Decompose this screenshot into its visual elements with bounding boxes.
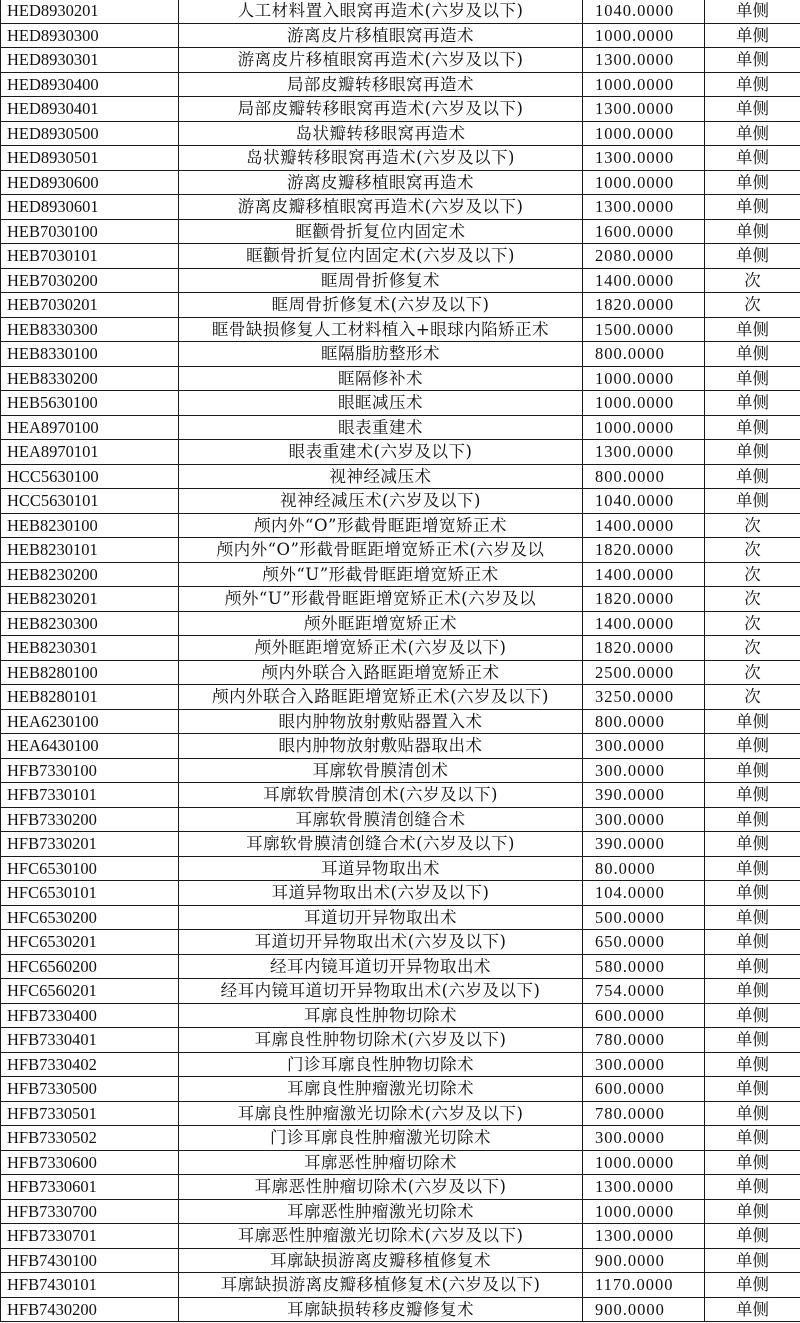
item-unit-cell: 单侧 bbox=[705, 1175, 800, 1200]
item-unit-cell: 单侧 bbox=[705, 72, 800, 97]
item-name-cell: 耳道切开异物取出术 bbox=[179, 905, 583, 930]
item-code-cell: HFB7330700 bbox=[1, 1199, 179, 1224]
table-row bbox=[1, 562, 800, 587]
table-row bbox=[1, 1150, 800, 1175]
item-price-cell: 780.0000 bbox=[583, 1101, 705, 1126]
item-unit-cell: 单侧 bbox=[705, 489, 800, 514]
item-unit-cell: 单侧 bbox=[705, 905, 800, 930]
item-price-cell: 2080.0000 bbox=[583, 244, 705, 269]
item-name-cell: 眶骨缺损修复人工材料植入+眼球内陷矫正术 bbox=[179, 317, 583, 342]
item-code-cell: HED8930301 bbox=[1, 48, 179, 73]
item-price-cell: 1300.0000 bbox=[583, 97, 705, 122]
item-code-cell: HFB7330500 bbox=[1, 1077, 179, 1102]
item-code-cell: HEB7030101 bbox=[1, 244, 179, 269]
table-row bbox=[1, 685, 800, 710]
item-unit-cell: 单侧 bbox=[705, 170, 800, 195]
item-price-cell: 1000.0000 bbox=[583, 121, 705, 146]
item-unit-cell: 单侧 bbox=[705, 856, 800, 881]
table-row bbox=[1, 1126, 800, 1151]
item-name-cell: 耳道异物取出术(六岁及以下) bbox=[179, 881, 583, 906]
item-unit-cell: 单侧 bbox=[705, 244, 800, 269]
item-name-cell: 游离皮瓣移植眼窝再造术(六岁及以下) bbox=[179, 195, 583, 220]
table-row bbox=[1, 244, 800, 269]
item-unit-cell: 单侧 bbox=[705, 1224, 800, 1249]
item-unit-cell: 单侧 bbox=[705, 783, 800, 808]
item-code-cell: HED8930401 bbox=[1, 97, 179, 122]
table-row bbox=[1, 464, 800, 489]
item-name-cell: 人工材料置入眼窝再造术(六岁及以下) bbox=[179, 0, 583, 23]
table-row bbox=[1, 268, 800, 293]
item-name-cell: 岛状瓣转移眼窝再造术(六岁及以下) bbox=[179, 146, 583, 171]
item-code-cell: HEB8230201 bbox=[1, 587, 179, 612]
item-price-cell: 300.0000 bbox=[583, 807, 705, 832]
item-unit-cell: 单侧 bbox=[705, 832, 800, 857]
item-name-cell: 耳廓缺损游离皮瓣移植修复术 bbox=[179, 1248, 583, 1273]
item-price-cell: 600.0000 bbox=[583, 1003, 705, 1028]
item-name-cell: 游离皮瓣移植眼窝再造术 bbox=[179, 170, 583, 195]
item-unit-cell: 单侧 bbox=[705, 954, 800, 979]
item-price-cell: 300.0000 bbox=[583, 734, 705, 759]
table-row bbox=[1, 0, 800, 23]
item-unit-cell: 单侧 bbox=[705, 1199, 800, 1224]
item-price-cell: 580.0000 bbox=[583, 954, 705, 979]
item-price-cell: 1040.0000 bbox=[583, 0, 705, 23]
table-row bbox=[1, 1248, 800, 1273]
item-code-cell: HEB8280101 bbox=[1, 685, 179, 710]
item-unit-cell: 单侧 bbox=[705, 195, 800, 220]
table-row bbox=[1, 587, 800, 612]
item-code-cell: HFC6560200 bbox=[1, 954, 179, 979]
item-unit-cell: 单侧 bbox=[705, 121, 800, 146]
item-price-cell: 1000.0000 bbox=[583, 170, 705, 195]
item-price-cell: 1300.0000 bbox=[583, 1224, 705, 1249]
item-name-cell: 门诊耳廓良性肿物切除术 bbox=[179, 1052, 583, 1077]
item-code-cell: HEA6430100 bbox=[1, 734, 179, 759]
item-unit-cell: 单侧 bbox=[705, 317, 800, 342]
item-price-cell: 900.0000 bbox=[583, 1297, 705, 1322]
table-row bbox=[1, 709, 800, 734]
item-code-cell: HFB7330101 bbox=[1, 783, 179, 808]
item-code-cell: HFB7330400 bbox=[1, 1003, 179, 1028]
table-row bbox=[1, 317, 800, 342]
item-name-cell: 岛状瓣转移眼窝再造术 bbox=[179, 121, 583, 146]
table-row bbox=[1, 1199, 800, 1224]
item-code-cell: HCC5630100 bbox=[1, 464, 179, 489]
item-price-cell: 754.0000 bbox=[583, 979, 705, 1004]
item-unit-cell: 单侧 bbox=[705, 1101, 800, 1126]
table-row bbox=[1, 219, 800, 244]
item-name-cell: 眼内肿物放射敷贴器取出术 bbox=[179, 734, 583, 759]
table-row bbox=[1, 905, 800, 930]
item-code-cell: HEB5630100 bbox=[1, 391, 179, 416]
table-row bbox=[1, 856, 800, 881]
item-price-cell: 300.0000 bbox=[583, 1052, 705, 1077]
item-code-cell: HCC5630101 bbox=[1, 489, 179, 514]
table-row bbox=[1, 342, 800, 367]
item-price-cell: 1300.0000 bbox=[583, 146, 705, 171]
item-code-cell: HED8930500 bbox=[1, 121, 179, 146]
item-price-cell: 1500.0000 bbox=[583, 317, 705, 342]
item-name-cell: 耳廓良性肿物切除术(六岁及以下) bbox=[179, 1028, 583, 1053]
item-price-cell: 2500.0000 bbox=[583, 660, 705, 685]
item-code-cell: HFC6530100 bbox=[1, 856, 179, 881]
table-row bbox=[1, 1297, 800, 1322]
item-unit-cell: 次 bbox=[705, 513, 800, 538]
item-unit-cell: 单侧 bbox=[705, 1273, 800, 1298]
item-code-cell: HFC6530200 bbox=[1, 905, 179, 930]
item-name-cell: 颅内外“O”形截骨眶距增宽矫正术(六岁及以 bbox=[179, 538, 583, 563]
table-row bbox=[1, 440, 800, 465]
item-price-cell: 1400.0000 bbox=[583, 513, 705, 538]
item-name-cell: 耳廓恶性肿瘤激光切除术(六岁及以下) bbox=[179, 1224, 583, 1249]
table-row bbox=[1, 489, 800, 514]
item-name-cell: 耳道切开异物取出术(六岁及以下) bbox=[179, 930, 583, 955]
item-code-cell: HED8930400 bbox=[1, 72, 179, 97]
table-row bbox=[1, 293, 800, 318]
item-price-cell: 3250.0000 bbox=[583, 685, 705, 710]
item-code-cell: HFB7430100 bbox=[1, 1248, 179, 1273]
item-code-cell: HFB7330701 bbox=[1, 1224, 179, 1249]
item-price-cell: 1400.0000 bbox=[583, 611, 705, 636]
item-code-cell: HFB7430200 bbox=[1, 1297, 179, 1322]
table-row bbox=[1, 538, 800, 563]
item-unit-cell: 单侧 bbox=[705, 415, 800, 440]
item-price-cell: 800.0000 bbox=[583, 342, 705, 367]
table-row bbox=[1, 1028, 800, 1053]
item-unit-cell: 单侧 bbox=[705, 146, 800, 171]
item-price-cell: 780.0000 bbox=[583, 1028, 705, 1053]
item-code-cell: HFB7330501 bbox=[1, 1101, 179, 1126]
item-price-cell: 1000.0000 bbox=[583, 1199, 705, 1224]
item-unit-cell: 单侧 bbox=[705, 342, 800, 367]
item-unit-cell: 次 bbox=[705, 611, 800, 636]
item-name-cell: 颅内外联合入路眶距增宽矫正术(六岁及以下) bbox=[179, 685, 583, 710]
item-unit-cell: 单侧 bbox=[705, 1126, 800, 1151]
item-name-cell: 耳廓恶性肿瘤切除术 bbox=[179, 1150, 583, 1175]
item-unit-cell: 单侧 bbox=[705, 807, 800, 832]
table-row bbox=[1, 121, 800, 146]
item-code-cell: HED8930201 bbox=[1, 0, 179, 23]
item-price-cell: 300.0000 bbox=[583, 1126, 705, 1151]
item-unit-cell: 单侧 bbox=[705, 734, 800, 759]
item-price-cell: 1820.0000 bbox=[583, 293, 705, 318]
item-price-cell: 1300.0000 bbox=[583, 195, 705, 220]
item-unit-cell: 单侧 bbox=[705, 1150, 800, 1175]
item-unit-cell: 单侧 bbox=[705, 1052, 800, 1077]
item-unit-cell: 单侧 bbox=[705, 440, 800, 465]
table-row bbox=[1, 1077, 800, 1102]
table-row bbox=[1, 611, 800, 636]
item-name-cell: 耳道异物取出术 bbox=[179, 856, 583, 881]
item-code-cell: HED8930501 bbox=[1, 146, 179, 171]
table-row bbox=[1, 636, 800, 661]
item-unit-cell: 单侧 bbox=[705, 758, 800, 783]
item-name-cell: 游离皮片移植眼窝再造术(六岁及以下) bbox=[179, 48, 583, 73]
item-price-cell: 300.0000 bbox=[583, 758, 705, 783]
item-name-cell: 眼表重建术(六岁及以下) bbox=[179, 440, 583, 465]
item-price-cell: 1300.0000 bbox=[583, 48, 705, 73]
item-name-cell: 经耳内镜耳道切开异物取出术 bbox=[179, 954, 583, 979]
item-code-cell: HEB8330200 bbox=[1, 366, 179, 391]
table-row bbox=[1, 881, 800, 906]
item-code-cell: HFB7330401 bbox=[1, 1028, 179, 1053]
item-code-cell: HFB7330600 bbox=[1, 1150, 179, 1175]
item-name-cell: 颅内外联合入路眶距增宽矫正术 bbox=[179, 660, 583, 685]
item-name-cell: 视神经减压术(六岁及以下) bbox=[179, 489, 583, 514]
item-price-cell: 1820.0000 bbox=[583, 538, 705, 563]
item-code-cell: HEB8230301 bbox=[1, 636, 179, 661]
item-code-cell: HFC6530201 bbox=[1, 930, 179, 955]
table-row bbox=[1, 832, 800, 857]
item-name-cell: 耳廓缺损游离皮瓣移植修复术(六岁及以下) bbox=[179, 1273, 583, 1298]
item-code-cell: HFB7330201 bbox=[1, 832, 179, 857]
item-code-cell: HFB7330200 bbox=[1, 807, 179, 832]
item-unit-cell: 单侧 bbox=[705, 1297, 800, 1322]
item-unit-cell: 次 bbox=[705, 587, 800, 612]
item-name-cell: 颅内外“O”形截骨眶距增宽矫正术 bbox=[179, 513, 583, 538]
item-unit-cell: 单侧 bbox=[705, 930, 800, 955]
item-code-cell: HEB8230200 bbox=[1, 562, 179, 587]
item-code-cell: HFB7330502 bbox=[1, 1126, 179, 1151]
table-row bbox=[1, 1175, 800, 1200]
table-row bbox=[1, 366, 800, 391]
item-name-cell: 耳廓恶性肿瘤切除术(六岁及以下) bbox=[179, 1175, 583, 1200]
item-name-cell: 眶隔修补术 bbox=[179, 366, 583, 391]
item-code-cell: HED8930601 bbox=[1, 195, 179, 220]
item-unit-cell: 单侧 bbox=[705, 1028, 800, 1053]
table-row bbox=[1, 72, 800, 97]
item-price-cell: 500.0000 bbox=[583, 905, 705, 930]
table-row bbox=[1, 97, 800, 122]
item-unit-cell: 单侧 bbox=[705, 464, 800, 489]
item-unit-cell: 单侧 bbox=[705, 881, 800, 906]
item-price-cell: 1000.0000 bbox=[583, 1150, 705, 1175]
item-name-cell: 经耳内镜耳道切开异物取出术(六岁及以下) bbox=[179, 979, 583, 1004]
table-row bbox=[1, 415, 800, 440]
item-name-cell: 耳廓软骨膜清创缝合术(六岁及以下) bbox=[179, 832, 583, 857]
table-row bbox=[1, 1101, 800, 1126]
table-row bbox=[1, 513, 800, 538]
item-name-cell: 耳廓软骨膜清创术(六岁及以下) bbox=[179, 783, 583, 808]
item-price-cell: 1170.0000 bbox=[583, 1273, 705, 1298]
item-code-cell: HFB7330601 bbox=[1, 1175, 179, 1200]
item-code-cell: HEB8230101 bbox=[1, 538, 179, 563]
item-code-cell: HFC6560201 bbox=[1, 979, 179, 1004]
item-name-cell: 耳廓软骨膜清创术 bbox=[179, 758, 583, 783]
item-name-cell: 耳廓软骨膜清创缝合术 bbox=[179, 807, 583, 832]
item-unit-cell: 单侧 bbox=[705, 1003, 800, 1028]
item-price-cell: 1000.0000 bbox=[583, 391, 705, 416]
item-code-cell: HFB7330402 bbox=[1, 1052, 179, 1077]
table-row bbox=[1, 23, 800, 48]
item-code-cell: HEB8230100 bbox=[1, 513, 179, 538]
table-row bbox=[1, 195, 800, 220]
item-code-cell: HEA8970101 bbox=[1, 440, 179, 465]
item-name-cell: 耳廓良性肿物切除术 bbox=[179, 1003, 583, 1028]
item-price-cell: 650.0000 bbox=[583, 930, 705, 955]
item-code-cell: HEB7030201 bbox=[1, 293, 179, 318]
item-price-cell: 1400.0000 bbox=[583, 562, 705, 587]
item-unit-cell: 单侧 bbox=[705, 219, 800, 244]
item-price-cell: 800.0000 bbox=[583, 464, 705, 489]
item-code-cell: HEB8330100 bbox=[1, 342, 179, 367]
item-code-cell: HED8930600 bbox=[1, 170, 179, 195]
item-unit-cell: 单侧 bbox=[705, 23, 800, 48]
item-unit-cell: 次 bbox=[705, 660, 800, 685]
item-price-cell: 900.0000 bbox=[583, 1248, 705, 1273]
item-unit-cell: 次 bbox=[705, 293, 800, 318]
item-price-cell: 600.0000 bbox=[583, 1077, 705, 1102]
item-name-cell: 颅外眶距增宽矫正术(六岁及以下) bbox=[179, 636, 583, 661]
item-unit-cell: 单侧 bbox=[705, 97, 800, 122]
item-unit-cell: 次 bbox=[705, 685, 800, 710]
item-unit-cell: 次 bbox=[705, 636, 800, 661]
item-code-cell: HEB7030200 bbox=[1, 268, 179, 293]
item-price-cell: 1000.0000 bbox=[583, 366, 705, 391]
item-price-cell: 1000.0000 bbox=[583, 23, 705, 48]
item-name-cell: 颅外“U”形截骨眶距增宽矫正术 bbox=[179, 562, 583, 587]
item-price-cell: 1400.0000 bbox=[583, 268, 705, 293]
item-unit-cell: 单侧 bbox=[705, 391, 800, 416]
item-price-cell: 1000.0000 bbox=[583, 415, 705, 440]
table-row bbox=[1, 758, 800, 783]
table-row bbox=[1, 783, 800, 808]
item-price-cell: 1000.0000 bbox=[583, 72, 705, 97]
item-name-cell: 眶周骨折修复术 bbox=[179, 268, 583, 293]
table-row bbox=[1, 1052, 800, 1077]
item-code-cell: HEB7030100 bbox=[1, 219, 179, 244]
item-unit-cell: 单侧 bbox=[705, 709, 800, 734]
item-unit-cell: 单侧 bbox=[705, 48, 800, 73]
item-unit-cell: 单侧 bbox=[705, 1077, 800, 1102]
item-name-cell: 门诊耳廓良性肿瘤激光切除术 bbox=[179, 1126, 583, 1151]
table-row bbox=[1, 391, 800, 416]
item-code-cell: HEA8970100 bbox=[1, 415, 179, 440]
item-name-cell: 眼内肿物放射敷贴器置入术 bbox=[179, 709, 583, 734]
table-row bbox=[1, 807, 800, 832]
item-name-cell: 耳廓恶性肿瘤激光切除术 bbox=[179, 1199, 583, 1224]
item-code-cell: HED8930300 bbox=[1, 23, 179, 48]
table-row bbox=[1, 1224, 800, 1249]
table-row bbox=[1, 1003, 800, 1028]
table-row bbox=[1, 146, 800, 171]
item-name-cell: 耳廓良性肿瘤激光切除术(六岁及以下) bbox=[179, 1101, 583, 1126]
item-price-cell: 390.0000 bbox=[583, 832, 705, 857]
item-unit-cell: 次 bbox=[705, 562, 800, 587]
item-code-cell: HFC6530101 bbox=[1, 881, 179, 906]
item-name-cell: 眶隔脂肪整形术 bbox=[179, 342, 583, 367]
table-row bbox=[1, 48, 800, 73]
item-name-cell: 局部皮瓣转移眼窝再造术 bbox=[179, 72, 583, 97]
item-price-cell: 1040.0000 bbox=[583, 489, 705, 514]
item-name-cell: 颅外眶距增宽矫正术 bbox=[179, 611, 583, 636]
item-name-cell: 眼眶减压术 bbox=[179, 391, 583, 416]
item-code-cell: HFB7430101 bbox=[1, 1273, 179, 1298]
item-price-cell: 1300.0000 bbox=[583, 440, 705, 465]
item-unit-cell: 单侧 bbox=[705, 979, 800, 1004]
item-name-cell: 视神经减压术 bbox=[179, 464, 583, 489]
item-unit-cell: 单侧 bbox=[705, 0, 800, 23]
item-code-cell: HEB8230300 bbox=[1, 611, 179, 636]
table-row bbox=[1, 734, 800, 759]
item-price-cell: 1820.0000 bbox=[583, 636, 705, 661]
table-row bbox=[1, 660, 800, 685]
item-code-cell: HEB8280100 bbox=[1, 660, 179, 685]
table-row bbox=[1, 979, 800, 1004]
item-price-cell: 1300.0000 bbox=[583, 1175, 705, 1200]
item-price-cell: 1820.0000 bbox=[583, 587, 705, 612]
item-name-cell: 耳廓良性肿瘤激光切除术 bbox=[179, 1077, 583, 1102]
item-price-cell: 390.0000 bbox=[583, 783, 705, 808]
item-price-cell: 80.0000 bbox=[583, 856, 705, 881]
item-unit-cell: 单侧 bbox=[705, 366, 800, 391]
item-name-cell: 耳廓缺损转移皮瓣修复术 bbox=[179, 1297, 583, 1322]
item-name-cell: 局部皮瓣转移眼窝再造术(六岁及以下) bbox=[179, 97, 583, 122]
item-code-cell: HEA6230100 bbox=[1, 709, 179, 734]
item-code-cell: HEB8330300 bbox=[1, 317, 179, 342]
item-name-cell: 游离皮片移植眼窝再造术 bbox=[179, 23, 583, 48]
table-row bbox=[1, 954, 800, 979]
item-unit-cell: 次 bbox=[705, 268, 800, 293]
table-row bbox=[1, 1273, 800, 1298]
item-unit-cell: 次 bbox=[705, 538, 800, 563]
item-name-cell: 眶颧骨折复位内固定术 bbox=[179, 219, 583, 244]
item-name-cell: 眶颧骨折复位内固定术(六岁及以下) bbox=[179, 244, 583, 269]
item-price-cell: 800.0000 bbox=[583, 709, 705, 734]
item-price-cell: 104.0000 bbox=[583, 881, 705, 906]
table-row bbox=[1, 930, 800, 955]
table-row bbox=[1, 170, 800, 195]
price-table-body bbox=[1, 0, 800, 1322]
item-price-cell: 1600.0000 bbox=[583, 219, 705, 244]
item-unit-cell: 单侧 bbox=[705, 1248, 800, 1273]
item-code-cell: HFB7330100 bbox=[1, 758, 179, 783]
item-name-cell: 颅外“U”形截骨眶距增宽矫正术(六岁及以 bbox=[179, 587, 583, 612]
item-name-cell: 眶周骨折修复术(六岁及以下) bbox=[179, 293, 583, 318]
item-name-cell: 眼表重建术 bbox=[179, 415, 583, 440]
